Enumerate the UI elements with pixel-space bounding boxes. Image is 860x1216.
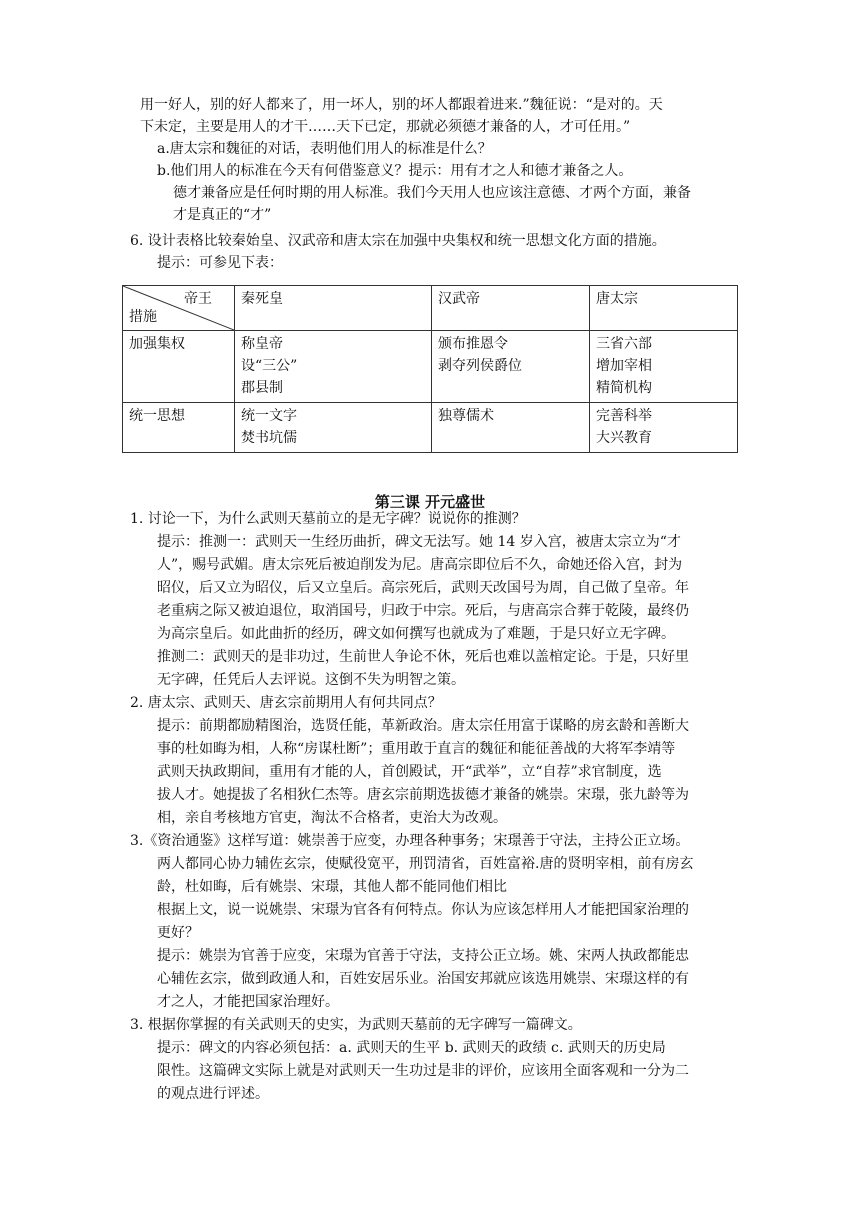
table-cell — [235, 331, 432, 403]
text-line: 的观点进行评述。 — [157, 1086, 269, 1102]
text-line: 心辅佐玄宗，做到政通人和，百姓安居乐业。治国安邦就应该选用姚崇、宋璟这样的有 — [157, 971, 689, 987]
text-line: 昭仪，后又立为昭仪，后又立皇后。高宗死后，武则天改国号为周，自己做了皇帝。年 — [157, 580, 689, 596]
text-line: 为高宗皇后。如此曲折的经历，碑文如何撰写也就成为了难题，于是只好立无字碑。 — [157, 626, 675, 642]
text-line: 才是真正的“才” — [173, 207, 272, 223]
table-header-row — [123, 286, 738, 331]
text-line: 提示：可参见下表： — [157, 255, 283, 271]
text-line: 提示：碑文的内容必须包括：a. 武则天的生平 b. 武则天的政绩 c. 武则天的历史局 — [157, 1040, 666, 1056]
column-header: 秦死皇 — [235, 286, 432, 331]
text-line: 1. 讨论一下，为什么武则天墓前立的是无字碑？说说你的推测？ — [130, 511, 526, 527]
text-line: 老重病之际又被迫退位，取消国号，归政于中宗。死后，与唐高宗合葬于乾陵，最终仍 — [157, 603, 689, 619]
text-line: 无字碑，任凭后人去评说。这倒不失为明智之策。 — [157, 672, 465, 688]
table-row — [123, 331, 738, 403]
cell-line: 设“三公” — [241, 358, 298, 374]
cell-line: 称皇帝 — [241, 336, 283, 352]
text-line: 相，亲自考核地方官吏，淘汰不合格者，吏治大为改观。 — [157, 810, 507, 826]
text-line: 用一好人，别的好人都来了，用一坏人，别的坏人都跟着进来.”魏征说：“是对的。天 — [140, 97, 663, 113]
cell-line: 颁布推恩令 — [438, 336, 508, 352]
text-line: a.唐太宗和魏征的对话，表明他们用人的标准是什么？ — [157, 141, 492, 157]
text-line: 武则天执政期间，重用有才能的人，首创殿试，开“武举”，立“自荐”求官制度，选 — [157, 764, 662, 780]
text-line: 更好？ — [157, 925, 199, 941]
corner-label-measures: 措施 — [129, 309, 157, 325]
cell-line: 增加宰相 — [596, 358, 652, 374]
text-line: 德才兼备应是任何时期的用人标准。我们今天用人也应该注意德、才两个方面，兼备 — [173, 185, 691, 201]
cell-line: 剥夺列侯爵位 — [438, 358, 522, 374]
text-line: 6. 设计表格比较秦始皇、汉武帝和唐太宗在加强中央集权和统一思想文化方面的措施。 — [130, 233, 666, 249]
table-corner-cell — [123, 286, 235, 331]
cell-line: 三省六部 — [596, 336, 652, 352]
cell-line: 郡县制 — [241, 380, 283, 396]
comparison-table — [122, 285, 738, 453]
text-line: b.他们用人的标准在今天有何借鉴意义？提示：用有才之人和德才兼备之人。 — [157, 163, 633, 179]
cell-line: 精简机构 — [596, 380, 652, 396]
table-cell — [590, 403, 738, 453]
column-header: 汉武帝 — [432, 286, 590, 331]
text-line: 限性。这篇碑文实际上就是对武则天一生功过是非的评价，应该用全面客观和一分为二 — [157, 1063, 689, 1079]
lesson-title: 第三课 开元盛世 — [374, 493, 486, 511]
text-line: 3.《资治通鉴》这样写道：姚崇善于应变，办理各种事务；宋璟善于守法，主持公正立场。 — [130, 833, 690, 849]
table-cell — [432, 403, 590, 453]
text-line: 两人都同心协力辅佐玄宗，使赋役宽平，刑罚清省，百姓富裕.唐的贤明宰相，前有房玄 — [157, 856, 694, 872]
table-cell — [590, 331, 738, 403]
text-line: 龄，杜如晦，后有姚崇、宋璟，其他人都不能同他们相比 — [157, 879, 507, 895]
text-line: 提示：前期都励精图治，选贤任能，革新政治。唐太宗任用富于谋略的房玄龄和善断大 — [157, 718, 689, 734]
text-line: 事的杜如晦为相，人称“房谋杜断”；重用敢于直言的魏征和能征善战的大将军李靖等 — [157, 741, 676, 757]
text-line: 3. 根据你掌握的有关武则天的史实，为武则天墓前的无字碑写一篇碑文。 — [130, 1017, 582, 1033]
text-line: 推测二：武则天的是非功过，生前世人争论不休，死后也难以盖棺定论。于是，只好里 — [157, 649, 689, 665]
text-line: 根据上文，说一说姚崇、宋璟为官各有何特点。你认为应该怎样用人才能把国家治理的 — [157, 902, 689, 918]
row-label: 统一思想 — [123, 403, 235, 453]
table-cell — [432, 331, 590, 403]
text-line: 才之人，才能把国家治理好。 — [157, 994, 339, 1010]
column-header: 唐太宗 — [590, 286, 738, 331]
table-row — [123, 403, 738, 453]
cell-line: 统一文字 — [241, 408, 297, 424]
table-cell — [235, 403, 432, 453]
cell-line: 焚书坑儒 — [241, 430, 297, 446]
text-line: 人”，赐号武媚。唐太宗死后被迫削发为尼。唐高宗即位后不久，命她还俗入宫，封为 — [157, 557, 683, 573]
cell-line: 大兴教育 — [596, 430, 652, 446]
text-line: 提示：推测一：武则天一生经历曲折，碑文无法写。她 14 岁入宫，被唐太宗立为“才 — [157, 534, 681, 550]
text-line: 下未定，主要是用人的才干……天下已定，那就必须德才兼备的人，才可任用。” — [140, 119, 631, 135]
row-label: 加强集权 — [123, 331, 235, 403]
cell-line: 完善科举 — [596, 408, 652, 424]
text-line: 提示：姚崇为官善于应变，宋璟为官善于守法，支持公正立场。姚、宋两人执政都能忠 — [157, 948, 689, 964]
text-line: 2. 唐太宗、武则天、唐玄宗前期用人有何共同点？ — [130, 695, 442, 711]
corner-label-emperor: 帝王 — [184, 291, 212, 307]
cell-line: 独尊儒术 — [438, 408, 494, 424]
text-line: 拔人才。她提拔了名相狄仁杰等。唐玄宗前期选拔德才兼备的姚崇。宋璟，张九龄等为 — [157, 787, 689, 803]
